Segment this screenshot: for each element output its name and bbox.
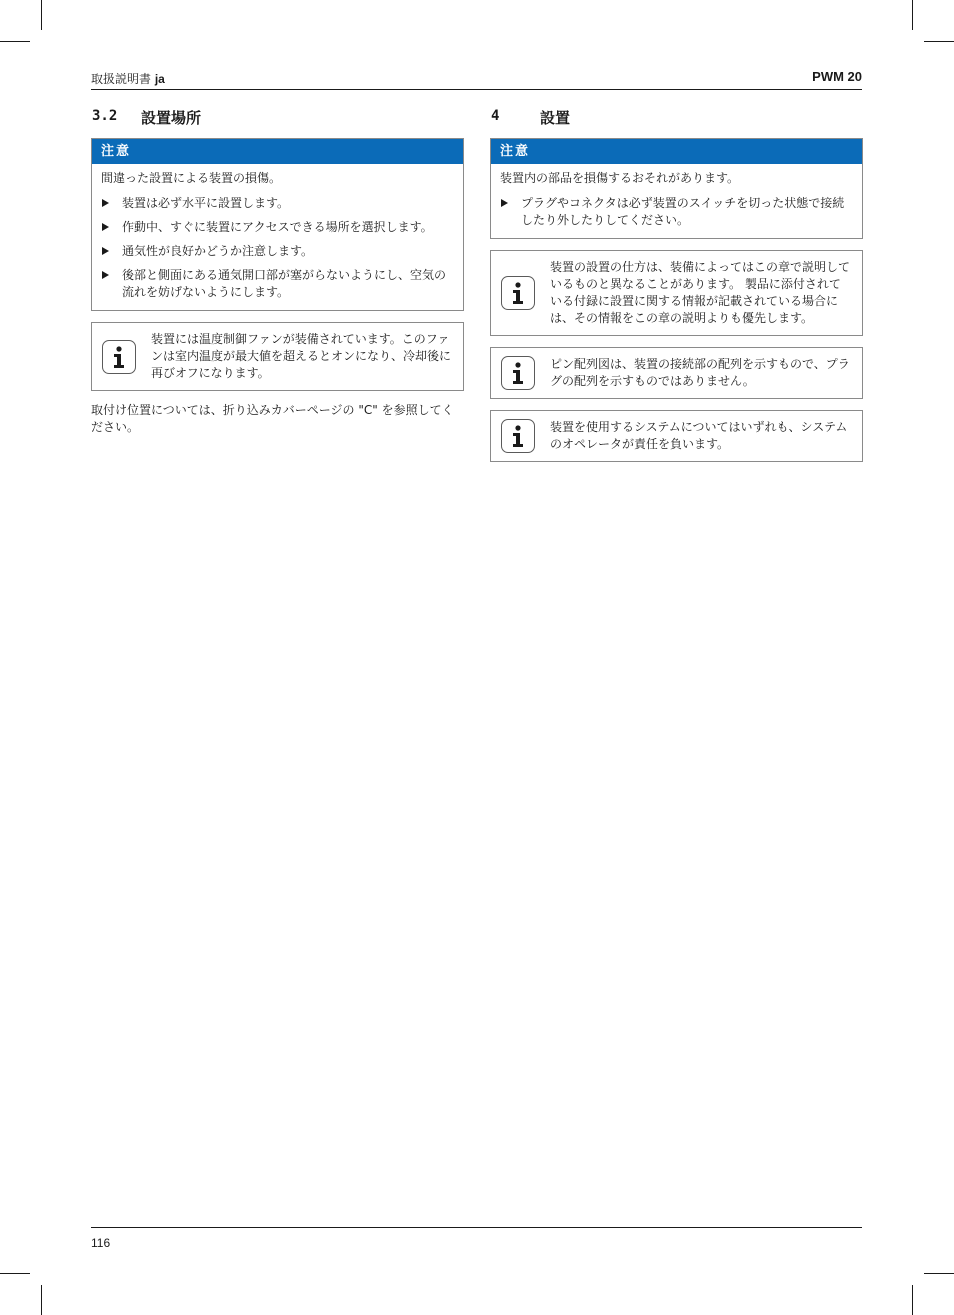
list-item [101, 267, 454, 301]
list-item [101, 219, 454, 236]
body-paragraph: 取付け位置については、折り込みカバーページの "C" を参照してください。 [91, 403, 454, 434]
info-box [490, 347, 863, 399]
bullet-triangle-icon [102, 247, 109, 255]
left-column [91, 105, 464, 436]
list-item [101, 195, 454, 212]
crop-mark [924, 1273, 954, 1274]
section-title: 設置 [540, 109, 571, 127]
notice-label: 注意 [491, 139, 862, 164]
section-heading [91, 105, 464, 129]
notice-lead: 装置内の部品を損傷するおそれがあります。 [500, 171, 740, 185]
bullet-text: 装置は必ず水平に設置します。 [122, 196, 290, 210]
notice-lead: 間違った設置による装置の損傷。 [101, 171, 282, 185]
crop-mark [41, 0, 42, 30]
info-text: ピン配列図は、装置の接続部の配列を示すもので、プラグの配列を示すものではありません。 [550, 357, 850, 388]
notice-box [490, 138, 863, 239]
notice-body [491, 164, 862, 238]
notice-bullet-list [101, 195, 454, 301]
bullet-text: 通気性が良好かどうか注意します。 [122, 244, 314, 258]
bullet-triangle-icon [102, 223, 109, 231]
section-number: 4 [491, 108, 500, 124]
bullet-triangle-icon [501, 199, 508, 207]
info-icon [501, 356, 535, 390]
header-rule [91, 89, 862, 90]
info-text: 装置を使用するシステムについてはいずれも、システムのオペレータが責任を負います。 [550, 420, 848, 451]
right-column [490, 105, 863, 473]
list-item [101, 243, 454, 260]
info-text: 装置の設置の仕方は、装備によってはこの章で説明しているものと異なることがあります。 製品に添付されている付録に設置に関する情報が記載されている場合には、その情報をこの章の説明よりも優先します。 [550, 260, 851, 325]
crop-mark [41, 1285, 42, 1315]
header-doc-label: 取扱説明書 [91, 72, 152, 86]
footer-rule [91, 1227, 862, 1228]
crop-mark [912, 0, 913, 30]
notice-box [91, 138, 464, 311]
crop-mark [924, 41, 954, 42]
info-icon [501, 276, 535, 310]
notice-bullet-list [500, 195, 853, 229]
info-box [490, 250, 863, 336]
crop-mark [0, 1273, 30, 1274]
header-language: ja [154, 72, 165, 86]
header-product-name: PWM 20 [812, 69, 862, 84]
bullet-text: プラグやコネクタは必ず装置のスイッチを切った状態で接続したり外したりしてください。 [521, 196, 845, 227]
crop-mark [912, 1285, 913, 1315]
page-number: 116 [91, 1236, 111, 1250]
bullet-text: 作動中、すぐに装置にアクセスできる場所を選択します。 [122, 220, 433, 234]
bullet-text: 後部と側面にある通気開口部が塞がらないようにし、空気の流れを妨げないようにします。 [122, 268, 447, 299]
page-header [91, 68, 862, 88]
notice-label: 注意 [92, 139, 463, 164]
header-doc-title [91, 70, 165, 87]
section-number: 3.2 [92, 108, 118, 124]
info-icon [501, 419, 535, 453]
section-title: 設置場所 [141, 109, 202, 127]
bullet-triangle-icon [102, 199, 109, 207]
info-box [91, 322, 464, 391]
info-icon [102, 340, 136, 374]
crop-mark [0, 41, 30, 42]
notice-body [92, 164, 463, 310]
section-heading [490, 105, 863, 129]
bullet-triangle-icon [102, 271, 109, 279]
info-box [490, 410, 863, 462]
info-text: 装置には温度制御ファンが装備されています。このファンは室内温度が最大値を超えるとオンになり、冷却後に再びオフになります。 [151, 332, 452, 380]
list-item [500, 195, 853, 229]
